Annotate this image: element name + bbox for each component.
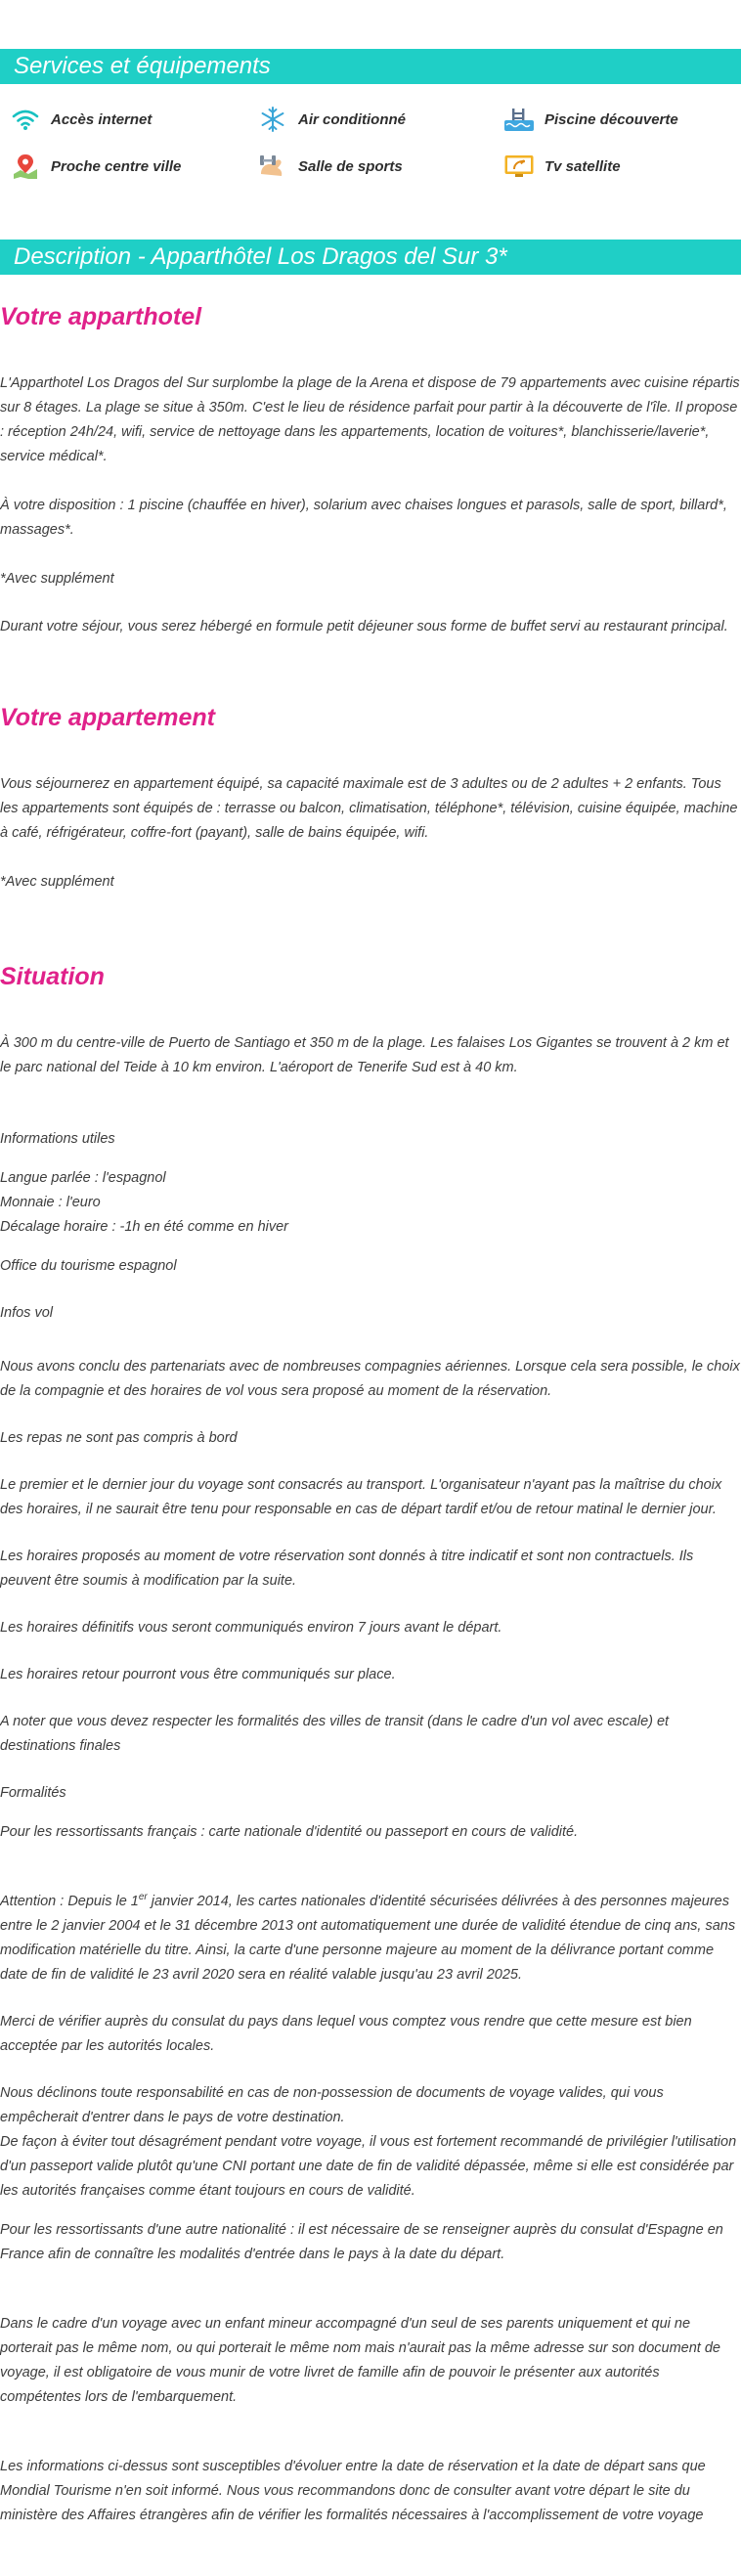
decalage-info: Décalage horaire : -1h en été comme en hiver (0, 1219, 288, 1235)
service-internet (10, 106, 152, 133)
formalites-paragraph: Dans le cadre d'un voyage avec un enfant mineur accompagné d'un seul de ses parents uniquement et qui ne porterait pas le même nom, ou qui porterait le même nom mais n'aurait pas la même adresse sur son document de voyage, il est obligatoire de vous munir de votre livret de famille afin de pouvoir le présenter aux autorités compétentes lors de l'embarquement. (0, 2316, 720, 2405)
service-label: Accès internet (51, 110, 153, 128)
service-label: Proche centre ville (51, 157, 182, 175)
vol-paragraph: Nous avons conclu des partenariats avec de nombreuses compagnies aériennes. Lorsque cela sera possible, le choix de la compagnie et des horaires de vol vous sera proposé au moment de la réservation. (0, 1359, 740, 1399)
service-salle-de-sports (257, 153, 403, 180)
description-content (0, 291, 741, 2528)
infos-vol-label: Infos vol (0, 1305, 53, 1321)
section-heading-apparthotel: Votre apparthotel (0, 303, 202, 330)
appartement-note: *Avec supplément (0, 874, 114, 890)
map-pin-icon (10, 153, 41, 180)
attention-text-rest: janvier 2014, les cartes nationales d'identité sécurisées délivrées à des personnes majeures entre le 2 janvier 2004 et le 31 décembre 2013 ont automatiquement une durée de validité étendue de cinq ans, sans modification matérielle du titre. Ainsi, la carte d'une personne majeure au moment de la délivrance portant comme date de fin de validité le 23 avril 2020 sera en réalité valable jusqu'au 23 avril 2025. (0, 1894, 736, 1983)
snowflake-icon (257, 106, 288, 133)
service-label: Piscine découverte (545, 110, 678, 128)
dumbbell-icon (257, 153, 288, 180)
formalites-paragraph: Les informations ci-dessus sont susceptibles d'évoluer entre la date de réservation et la date de départ sans que Mondial Tourisme n'en soit informé. Nous vous recommandons donc de consulter avant votre départ le site du ministère des Affaires étrangères afin de vérifier les formalités nécessaires à l'accomplissement de votre voyage (0, 2459, 706, 2523)
vol-paragraph: Les horaires définitifs vous seront communiqués environ 7 jours avant le départ. (0, 1620, 502, 1636)
services-title: Services et équipements (14, 53, 271, 79)
superscript-er: er (138, 1892, 148, 1903)
monnaie-info: Monnaie : l'euro (0, 1195, 101, 1210)
office-tourisme-info: Office du tourisme espagnol (0, 1258, 177, 1274)
apparthotel-paragraph: Durant votre séjour, vous serez hébergé en formule petit déjeuner sous forme de buffet servi au restaurant principal. (0, 619, 728, 634)
vol-paragraph: Les repas ne sont pas compris à bord (0, 1430, 238, 1446)
formalites-paragraph: Pour les ressortissants français : carte nationale d'identité ou passeport en cours de validité. (0, 1824, 579, 1840)
formalites-label: Formalités (0, 1785, 66, 1801)
service-label: Salle de sports (298, 157, 403, 175)
vol-paragraph: Les horaires retour pourront vous être communiqués sur place. (0, 1667, 396, 1682)
swimming-pool-icon (503, 106, 535, 133)
appartement-paragraph: Vous séjournerez en appartement équipé, sa capacité maximale est de 3 adultes ou de 2 adultes + 2 enfants. Tous les appartements sont équipés de : terrasse ou balcon, climatisation, téléphone*, télévision, cuisine équipée, machine à café, réfrigérateur, coffre-fort (payant), salle de bains équipée, wifi. (0, 776, 738, 841)
service-piscine (503, 106, 678, 133)
description-title: Description - Apparthôtel Los Dragos del Sur 3* (14, 243, 507, 270)
services-banner (0, 49, 741, 84)
service-air-conditionne (257, 106, 406, 133)
service-tv-satellite (503, 153, 621, 180)
section-heading-situation: Situation (0, 963, 105, 990)
attention-text-start: Attention : Depuis le 1 (0, 1894, 139, 1909)
vol-paragraph: Les horaires proposés au moment de votre réservation sont donnés à titre indicatif et sont non contractuels. Ils peuvent être soumis à modification par la suite. (0, 1549, 694, 1589)
formalites-paragraph: De façon à éviter tout désagrément pendant votre voyage, il vous est fortement recommandé de privilégier l'utilisation d'un passeport valide plutôt qu'une CNI portant une date de fin de validité dépassée, même si elle est considérée par les autorités françaises comme étant toujours en cours de validité. (0, 2134, 737, 2199)
infos-utiles-label: Informations utiles (0, 1131, 115, 1147)
service-label: Tv satellite (545, 157, 621, 175)
section-heading-appartement: Votre appartement (0, 704, 215, 731)
langue-info: Langue parlée : l'espagnol (0, 1170, 166, 1186)
wifi-icon (10, 106, 41, 133)
vol-paragraph: A noter que vous devez respecter les formalités des villes de transit (dans le cadre d'un vol avec escale) et destinations finales (0, 1714, 670, 1754)
tv-icon (503, 153, 535, 180)
formalites-paragraph: Merci de vérifier auprès du consulat du pays dans lequel vous comptez vous rendre que cette mesure est bien acceptée par les autorités locales. (0, 2014, 692, 2054)
formalites-paragraph (0, 1890, 741, 1987)
service-proche-centre (10, 153, 181, 180)
formalites-paragraph: Nous déclinons toute responsabilité en cas de non-possession de documents de voyage valides, qui vous empêcherait d'entrer dans le pays de votre destination. (0, 2085, 664, 2125)
apparthotel-paragraph: L'Apparthotel Los Dragos del Sur surplombe la plage de la Arena et dispose de 79 appartements avec cuisine répartis sur 8 étages. La plage se situe à 350m. C'est le lieu de résidence parfait pour partir à la découverte de l'île. Il propose : réception 24h/24, wifi, service de nettoyage dans les appartements, location de voitures*, blanchisserie/laverie*, service médical*. (0, 375, 740, 464)
formalites-paragraph: Pour les ressortissants d'une autre nationalité : il est nécessaire de se renseigner auprès du consulat d'Espagne en France afin de connaître les modalités d'entrée dans le pays à la date du départ. (0, 2222, 723, 2262)
situation-paragraph: À 300 m du centre-ville de Puerto de Santiago et 350 m de la plage. Les falaises Los Gigantes se trouvent à 2 km et le parc national del Teide à 10 km environ. L'aéroport de Tenerife Sud est à 40 km. (0, 1035, 729, 1075)
service-label: Air conditionné (298, 110, 406, 128)
apparthotel-note: *Avec supplément (0, 571, 114, 587)
description-banner (0, 240, 741, 275)
vol-paragraph: Le premier et le dernier jour du voyage sont consacrés au transport. L'organisateur n'ayant pas la maîtrise du choix des horaires, il ne saurait être tenu pour responsable en cas de départ tardif et/ou de retour matinal le dernier jour. (0, 1477, 722, 1517)
apparthotel-paragraph: À votre disposition : 1 piscine (chauffée en hiver), solarium avec chaises longues et parasols, salle de sport, billard*, massages*. (0, 498, 727, 538)
